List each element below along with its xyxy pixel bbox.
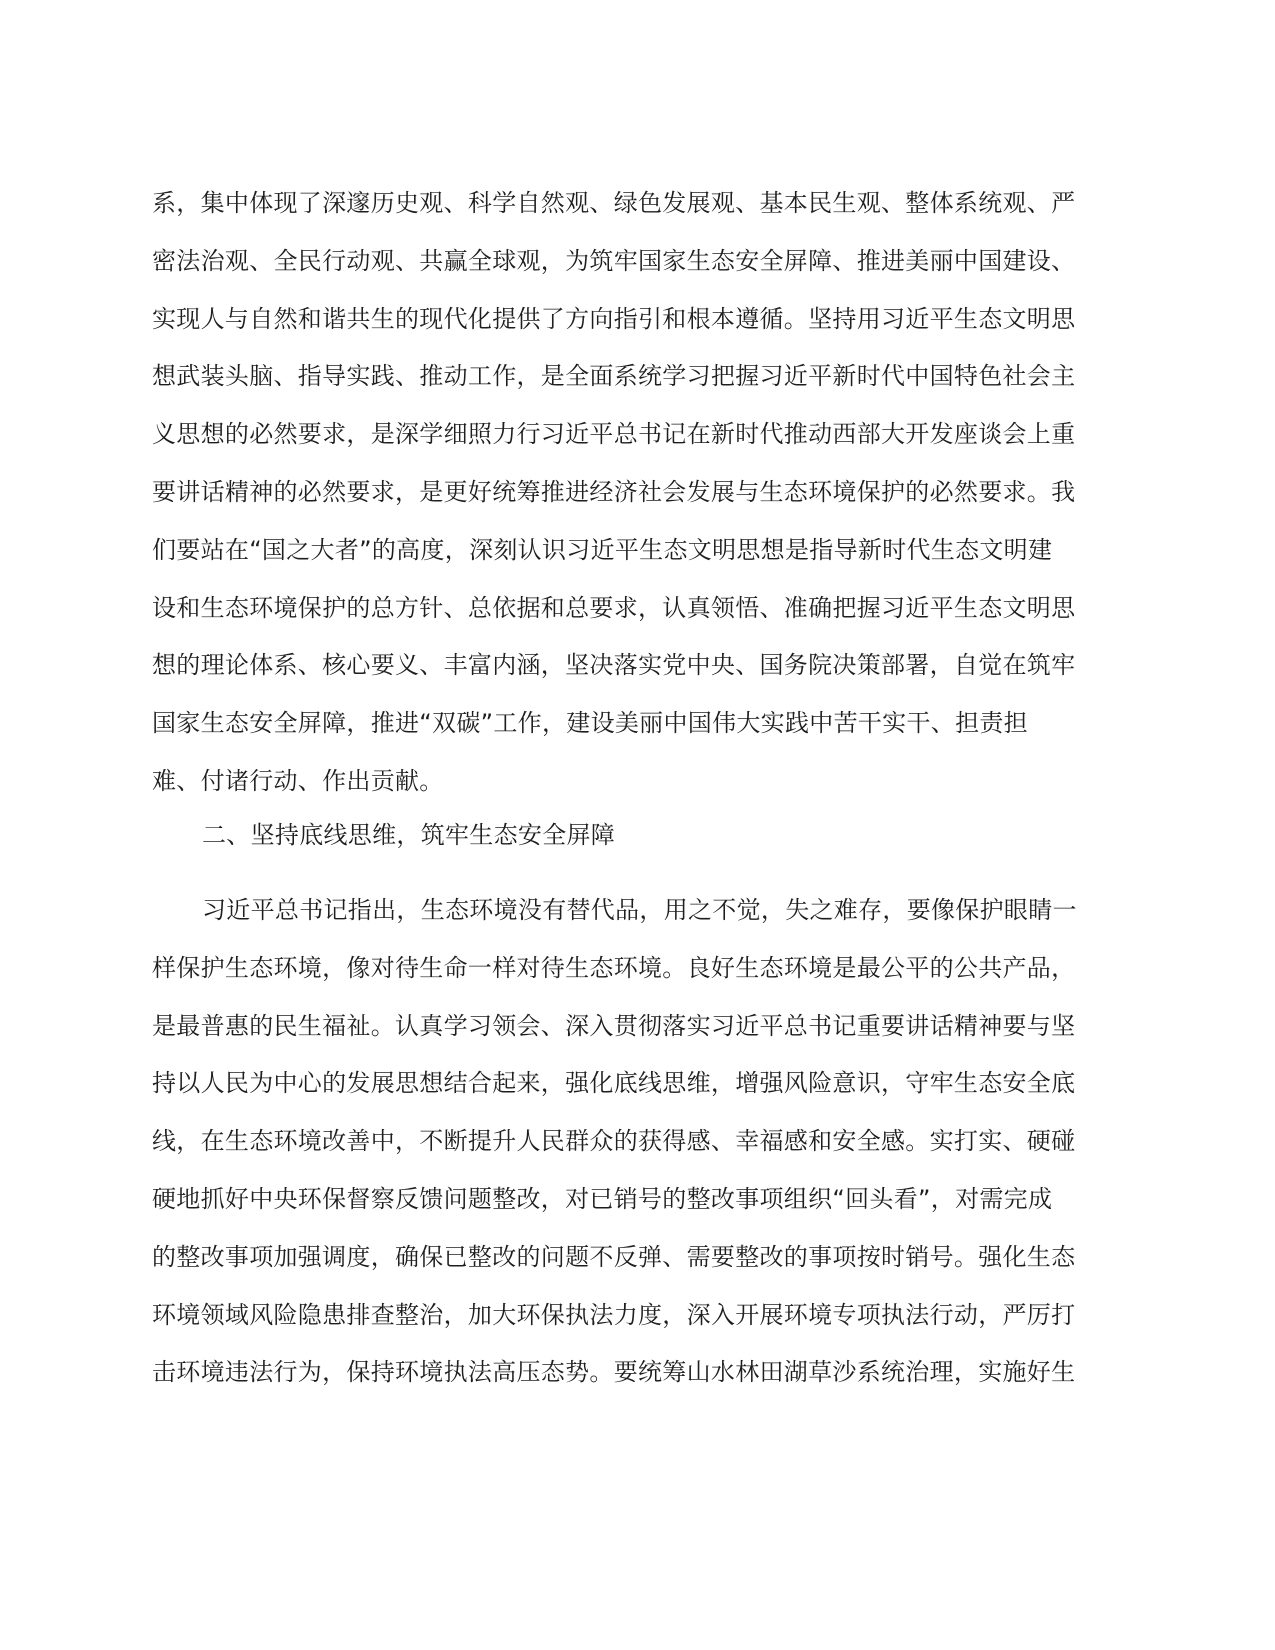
text-line: 要讲话精神的必然要求，是更好统筹推进经济社会发展与生态环境保护的必然要求。我 bbox=[152, 477, 1076, 506]
text-line: 硬地抓好中央环保督察反馈问题整改，对已销号的整改事项组织“回头看”，对需完成 bbox=[152, 1184, 1053, 1213]
section-heading-block bbox=[152, 807, 1092, 865]
text-line: 国家生态安全屏障，推进“双碳”工作，建设美丽中国伟大实践中苦干实干、担责担 bbox=[152, 709, 1028, 738]
text-line: 难、付诸行动、作出贡献。 bbox=[152, 766, 444, 795]
text-line: 线，在生态环境改善中，不断提升人民群众的获得感、幸福感和安全感。实打实、硬碰 bbox=[152, 1127, 1076, 1156]
section-heading: 二、坚持底线思维，筑牢生态安全屏障 bbox=[202, 821, 616, 849]
text-line: 密法治观、全民行动观、共赢全球观，为筑牢国家生态安全屏障、推进美丽中国建设、 bbox=[152, 246, 1076, 275]
paragraph-section2 bbox=[152, 882, 1092, 1402]
paragraph-continued bbox=[152, 175, 1092, 811]
text-line: 样保护生态环境，像对待生命一样对待生态环境。良好生态环境是最公平的公共产品， bbox=[152, 953, 1076, 982]
text-line: 环境领域风险隐患排查整治，加大环保执法力度，深入开展环境专项执法行动，严厉打 bbox=[152, 1300, 1076, 1329]
text-line: 想武装头脑、指导实践、推动工作，是全面系统学习把握习近平新时代中国特色社会主 bbox=[152, 362, 1076, 391]
text-line: 击环境违法行为，保持环境执法高压态势。要统筹山水林田湖草沙系统治理，实施好生 bbox=[152, 1358, 1076, 1387]
text-line: 设和生态环境保护的总方针、总依据和总要求，认真领悟、准确把握习近平生态文明思 bbox=[152, 593, 1076, 622]
text-line: 义思想的必然要求，是深学细照力行习近平总书记在新时代推动西部大开发座谈会上重 bbox=[152, 420, 1076, 449]
text-line: 持以人民为中心的发展思想结合起来，强化底线思维，增强风险意识，守牢生态安全底 bbox=[152, 1069, 1076, 1098]
text-line: 习近平总书记指出，生态环境没有替代品，用之不觉，失之难存，要像保护眼睛一 bbox=[202, 896, 1077, 924]
text-line: 实现人与自然和谐共生的现代化提供了方向指引和根本遵循。坚持用习近平生态文明思 bbox=[152, 304, 1076, 333]
text-line: 的整改事项加强调度，确保已整改的问题不反弹、需要整改的事项按时销号。强化生态 bbox=[152, 1242, 1076, 1271]
text-line: 是最普惠的民生福祉。认真学习领会、深入贯彻落实习近平总书记重要讲话精神要与坚 bbox=[152, 1011, 1076, 1040]
text-line: 们要站在“国之大者”的高度，深刻认识习近平生态文明思想是指导新时代生态文明建 bbox=[152, 535, 1053, 564]
text-line: 想的理论体系、核心要义、丰富内涵，坚决落实党中央、国务院决策部署，自觉在筑牢 bbox=[152, 651, 1076, 680]
text-line: 系，集中体现了深邃历史观、科学自然观、绿色发展观、基本民生观、整体系统观、严 bbox=[152, 189, 1076, 217]
